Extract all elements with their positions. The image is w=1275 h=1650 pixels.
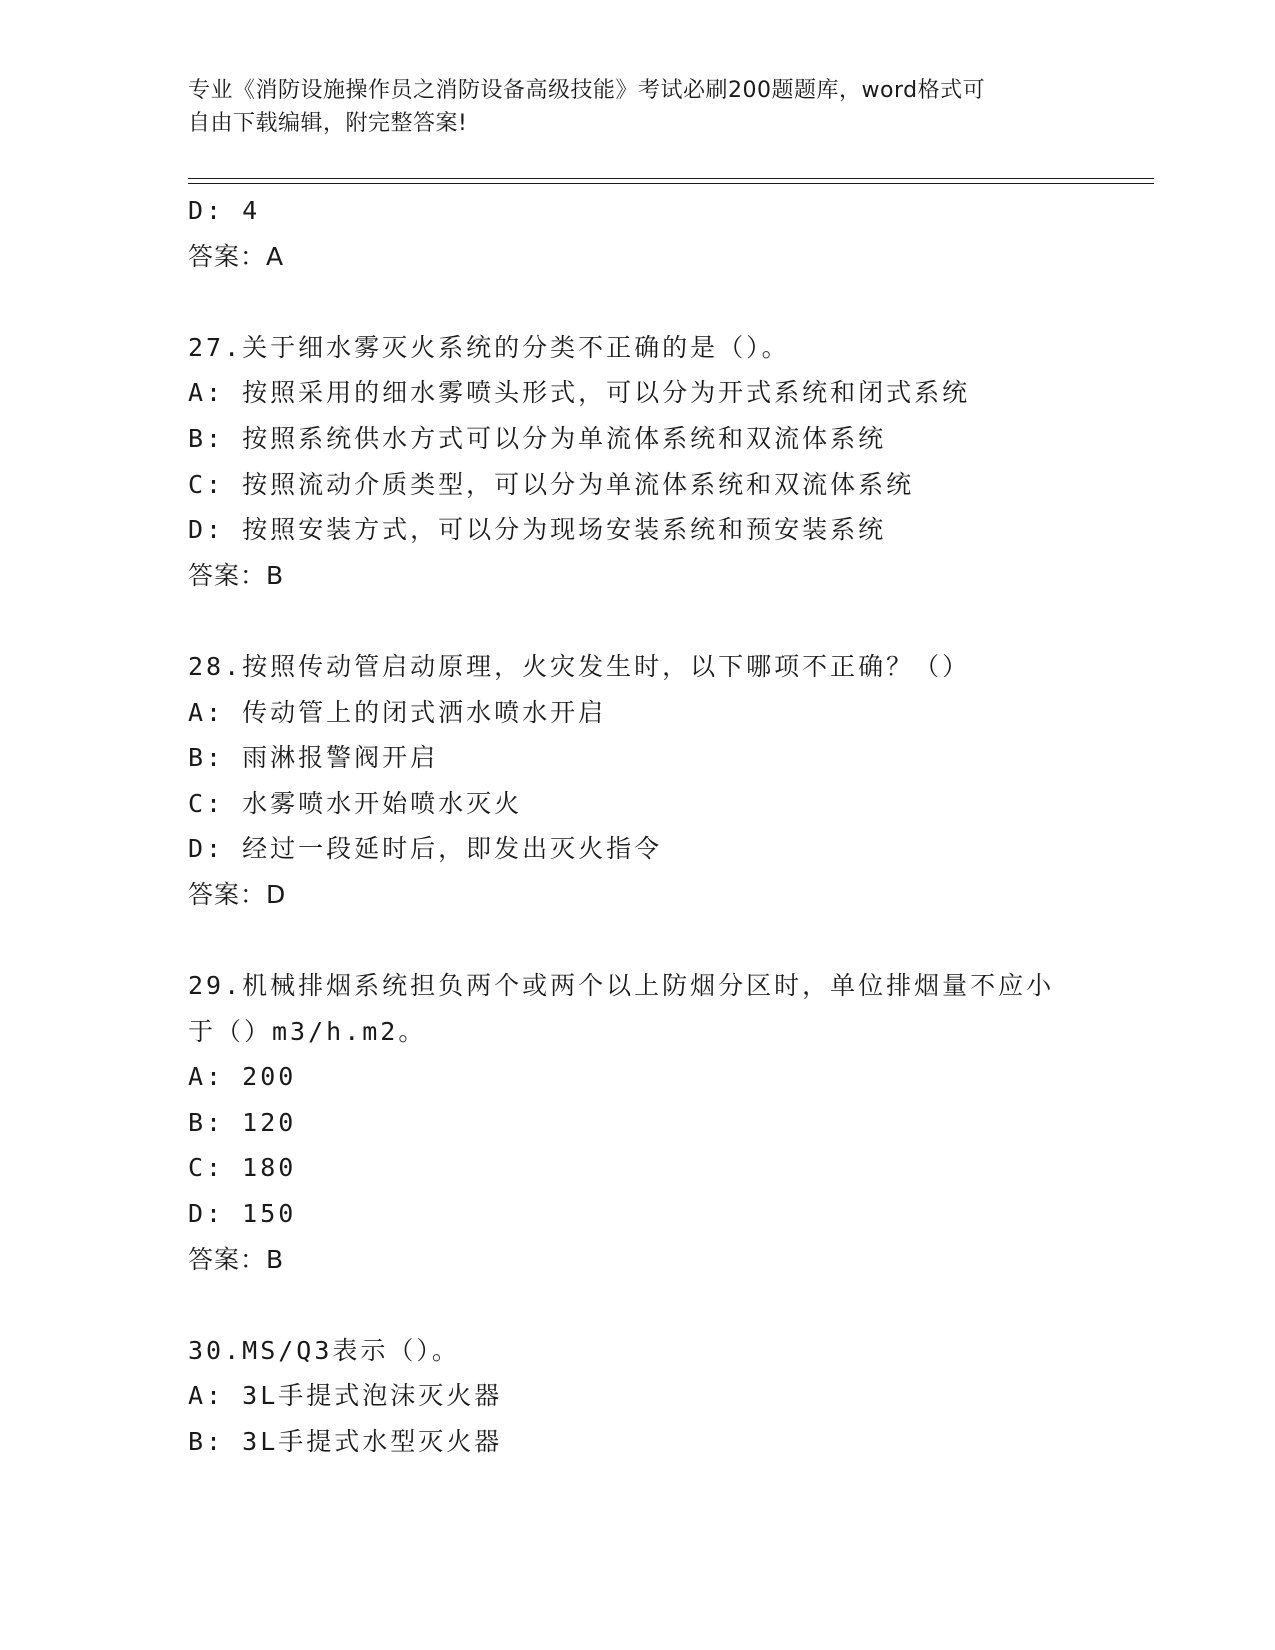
question-stem: 30.MS/Q3表示（）。 <box>188 1335 460 1365</box>
spacer <box>188 918 1088 964</box>
spacer <box>188 1282 1088 1328</box>
header-line-1: 专业《消防设施操作员之消防设备高级技能》考试必刷200题题库，word格式可 <box>188 78 986 103</box>
question-stem-continued: 于（）m3/h.m2。 <box>188 1016 427 1046</box>
question-stem: 29.机械排烟系统担负两个或两个以上防烟分区时，单位排烟量不应小 <box>188 971 1055 1001</box>
option-b: B: 按照系统供水方式可以分为单流体系统和双流体系统 <box>188 423 887 453</box>
header-line-2: 自由下载编辑，附完整答案! <box>188 111 468 136</box>
question-stem: 28.按照传动管启动原理，火灾发生时，以下哪项不正确？（） <box>188 651 971 681</box>
option-b: B: 雨淋报警阀开启 <box>188 743 439 773</box>
question-list <box>188 188 1088 1465</box>
question-stem: 27.关于细水雾灭火系统的分类不正确的是（）。 <box>188 332 790 362</box>
option-c: C: 水雾喷水开始喷水灭火 <box>188 788 523 818</box>
answer-line: 答案：B <box>188 1244 285 1274</box>
answer-line: 答案：D <box>188 879 287 909</box>
option-a: A: 200 <box>188 1062 297 1092</box>
spacer <box>188 598 1088 644</box>
option-c: C: 按照流动介质类型，可以分为单流体系统和双流体系统 <box>188 469 915 499</box>
header-divider-bottom <box>188 183 1154 184</box>
option-b: B: 120 <box>188 1107 297 1137</box>
option-a: A: 3L手提式泡沫灭火器 <box>188 1381 503 1411</box>
option-b: B: 3L手提式水型灭火器 <box>188 1427 503 1457</box>
page-header <box>188 74 1088 140</box>
spacer <box>188 279 1088 325</box>
option-d: D: 150 <box>188 1199 297 1229</box>
answer-line: 答案：B <box>188 560 285 590</box>
option-d: D: 按照安装方式，可以分为现场安装系统和预安装系统 <box>188 515 887 545</box>
header-divider-top <box>188 178 1154 179</box>
option-c: C: 180 <box>188 1153 297 1183</box>
option-d: D: 经过一段延时后，即发出灭火指令 <box>188 834 663 864</box>
option-a: A: 按照采用的细水雾喷头形式，可以分为开式系统和闭式系统 <box>188 378 971 408</box>
answer-line: 答案：A <box>188 241 285 271</box>
option-d: D: 4 <box>188 196 261 225</box>
option-a: A: 传动管上的闭式洒水喷水开启 <box>188 697 607 727</box>
